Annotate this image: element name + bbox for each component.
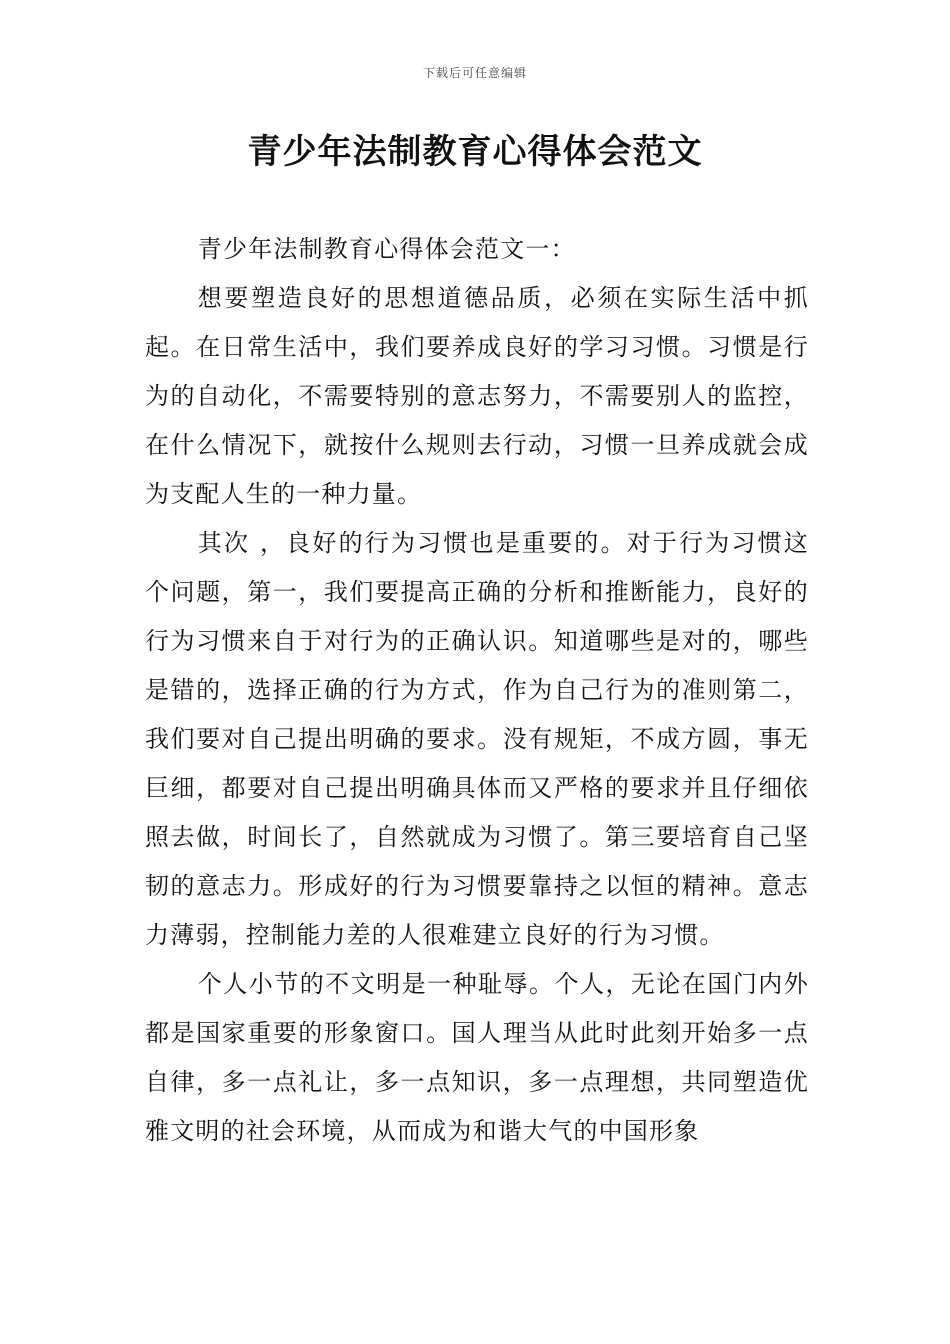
- paragraph-subtitle: 青少年法制教育心得体会范文一：: [197, 235, 576, 263]
- document-title: 青少年法制教育心得体会范文: [247, 132, 703, 172]
- document-body: [145, 225, 809, 1156]
- paragraph: 其次 ，良好的行为习惯也是重要的。对于行为习惯这个问题，第一，我们要提高正确的分析和推断能力，良好的行为习惯来自于对行为的正确认识。知道哪些是对的，哪些是错的，选择正确的行为方式，作为自己行为的准则第二，我们要对自己提出明确的要求。没有规矩，不成方圆，事无巨细，都要对自己提出明确具体而又严格的要求并且仔细依照去做，时间长了，自然就成为习惯了。第三要培育自己坚韧的意志力。形成好的行为习惯要靠持之以恒的精神。意志力薄弱，控制能力差的人很难建立良好的行为习惯。: [145, 529, 809, 949]
- paragraph: 想要塑造良好的思想道德品质，必须在实际生活中抓起。在日常生活中，我们要养成良好的学习习惯。习惯是行为的自动化，不需要特别的意志努力，不需要别人的监控，在什么情况下，就按什么规则去行动，习惯一旦养成就会成为支配人生的一种力量。: [145, 284, 809, 508]
- header-note: 下载后可任意编辑: [422, 66, 527, 80]
- paragraph: 个人小节的不文明是一种耻辱。个人，无论在国门内外都是国家重要的形象窗口。国人理当从此时此刻开始多一点自律，多一点礼让，多一点知识，多一点理想，共同塑造优雅文明的社会环境，从而成为和谐大气的中国形象: [145, 970, 809, 1145]
